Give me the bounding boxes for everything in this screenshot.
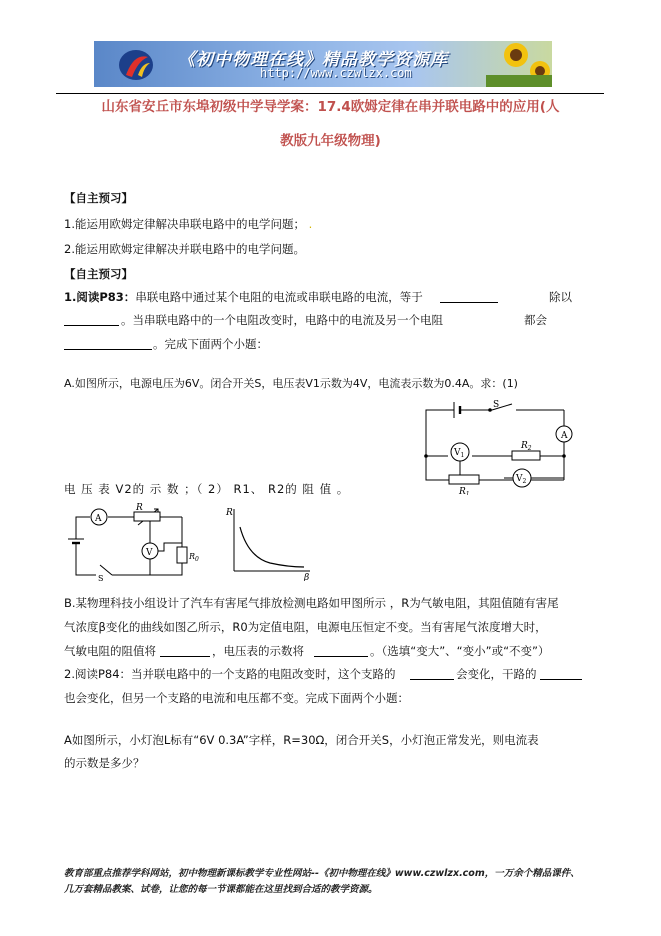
label-v1: $V_1$ <box>454 448 465 459</box>
resistor-r1 <box>449 475 479 484</box>
resistor-r0 <box>177 547 187 563</box>
blank-3[interactable] <box>64 337 152 350</box>
reading1-line2: 。当串联电路中的一个电阻改变时，电路中的电流及另一个电阻 <box>121 313 443 327</box>
blank-2[interactable] <box>64 313 119 326</box>
resistor-r2 <box>512 451 540 460</box>
label-ammeter: A <box>561 431 568 441</box>
label-r: R <box>136 503 143 513</box>
banner-url[interactable]: http://www.czwlzx.com <box>260 66 412 80</box>
blank-5[interactable] <box>314 644 368 657</box>
reading1-line1: 1.阅读P83：串联电路中通过某个电阻的电流或串联电路的电流，等于 <box>64 290 423 304</box>
label-v2: $V_2$ <box>516 474 527 485</box>
header-banner <box>94 41 552 87</box>
label-r0: $R_0$ <box>189 552 199 563</box>
question-a2-line2: 的示数是多少？ <box>64 756 145 770</box>
reading1-line3: 。完成下面两个小题： <box>153 337 268 351</box>
page-title-line2: 教版九年级物理) <box>280 133 381 149</box>
question-b-line2: 气浓度β变化的曲线如图乙所示，R0为定值电阻，电源电压恒定不变。当有害尾气浓度增大时， <box>64 620 547 634</box>
section-heading: 【自主预习】 <box>64 191 133 205</box>
question-a-continued: 电 压 表 V2的 示 数 ；（ 2） R1、 R2的 阻 值 。 <box>64 482 350 496</box>
resistance-curve <box>240 527 304 567</box>
banner-title: 《初中物理在线》精品教学资源库 <box>178 50 448 70</box>
label-r2: $R_2$ <box>521 441 532 452</box>
series-circuit-diagram <box>414 400 594 495</box>
question-b-line3c: 。（选填“变大”、“变小”或“不变”） <box>370 644 550 658</box>
question-b-line3b: ，电压表的示数将 <box>212 644 304 658</box>
reading2-line2: 也会变化，但另一个支路的电流和电压都不变。完成下面两个小题： <box>64 691 409 705</box>
blank-4[interactable] <box>160 644 210 657</box>
label-r1: $R_1$ <box>459 487 470 495</box>
label-switch: S <box>493 400 500 410</box>
blank-1[interactable] <box>440 290 498 303</box>
label-s: S <box>98 574 104 583</box>
reading2-line1b: 会变化，干路的 <box>456 667 537 681</box>
blank-7[interactable] <box>540 667 582 680</box>
footer-line2: 几万套精品教案、试卷，让您的每一节课都能在这里找到合适的教学资源。 <box>64 884 378 895</box>
question-b-line3a: 气敏电阻的阻值将 <box>64 644 156 658</box>
question-b-line1: B.某物理科技小组设计了汽车有害尾气排放检测电路如甲图所示 ，R为气敏电阻，其阻值随有害尾 <box>64 596 559 610</box>
reading2-line1a: 2.阅读P84：当并联电路中的一个支路的电阻改变时，这个支路的 <box>64 667 396 681</box>
label-a: A <box>95 514 102 524</box>
question-a2-line1: A如图所示，小灯泡L标有“6V 0.3A”字样，R=30Ω，闭合开关S，小灯泡正常发光，则电流表 <box>64 733 539 747</box>
gas-sensor-circuit <box>64 503 204 583</box>
goal-1: 1.能运用欧姆定律解决串联电路中的电学问题； . <box>64 217 313 231</box>
footer-line1: 教育部重点推荐学科网站，初中物理新课标教学专业性网站--《初中物理在线》www.czwlzx.com，一万余个精品课件、 <box>64 868 580 879</box>
blank-6[interactable] <box>410 667 454 680</box>
goal-2: 2.能运用欧姆定律解决并联电路中的电学问题。 <box>64 242 305 256</box>
section-heading-2: 【自主预习】 <box>64 267 133 281</box>
graph-x-label: β <box>304 573 310 581</box>
graph-y-label: R <box>226 508 233 518</box>
reading1-both: 都会 <box>524 313 547 327</box>
gas-resistor <box>134 512 160 521</box>
sunflower-icon <box>486 41 552 87</box>
label-v: V <box>146 548 153 558</box>
resistance-curve-graph <box>224 505 320 581</box>
logo-icon <box>116 45 156 83</box>
question-a: A.如图所示，电源电压为6V。闭合开关S，电压表V1示数为4V，电流表示数为0.4A。求：(1) <box>64 377 518 390</box>
reading1-divide: 除以 <box>549 290 572 304</box>
page-title: 山东省安丘市东埠初级中学导学案：17.4欧姆定律在串并联电路中的应用(人 <box>101 99 560 115</box>
header-divider <box>56 93 604 94</box>
